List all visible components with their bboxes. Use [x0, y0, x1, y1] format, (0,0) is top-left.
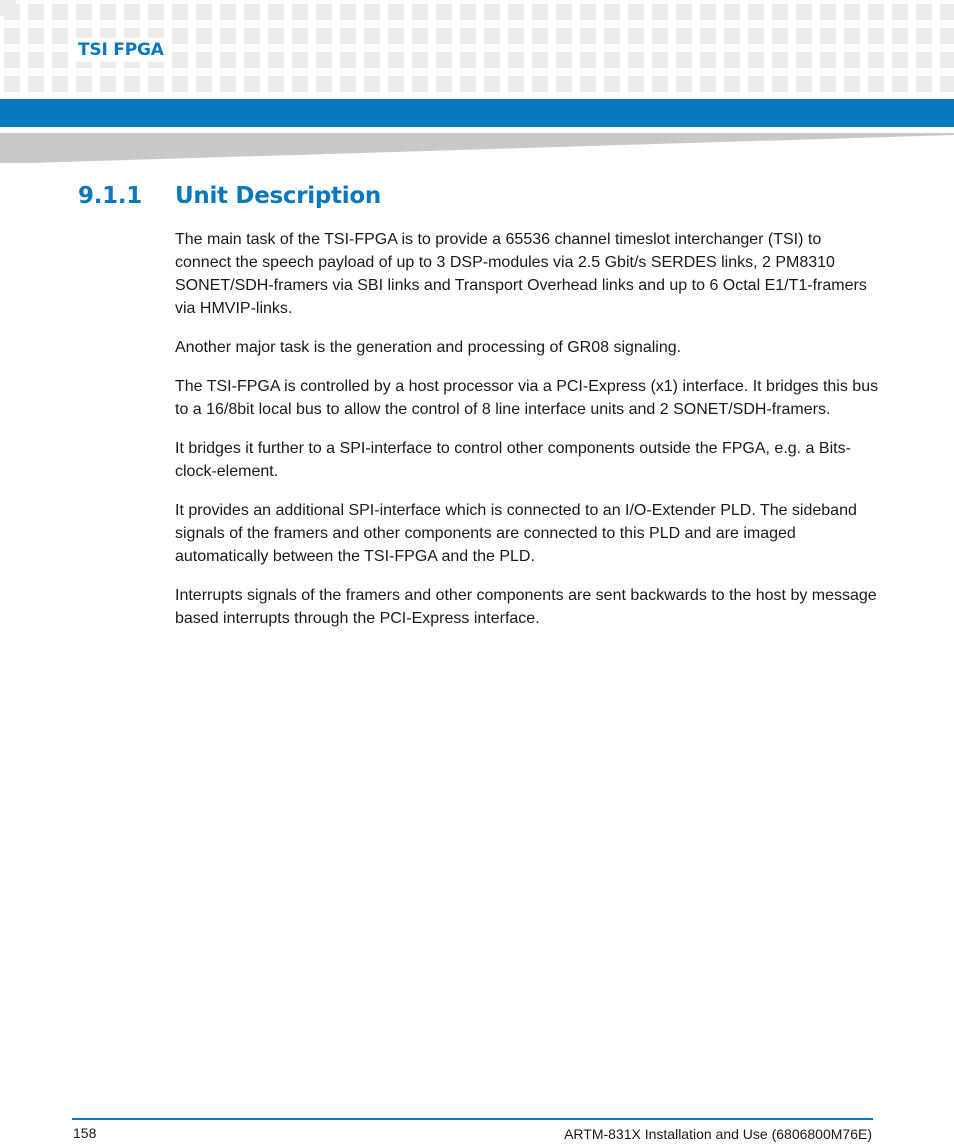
pattern-square: [604, 4, 620, 20]
pattern-square: [532, 52, 548, 68]
pattern-square: [652, 4, 668, 20]
pattern-square: [124, 4, 140, 20]
pattern-square: [292, 4, 308, 20]
pattern-square: [340, 4, 356, 20]
pattern-square: [628, 4, 644, 20]
pattern-square: [28, 76, 44, 92]
pattern-square: [52, 4, 68, 20]
pattern-square: [820, 28, 836, 44]
pattern-square: [868, 4, 884, 20]
pattern-square: [388, 52, 404, 68]
pattern-square: [580, 76, 596, 92]
pattern-square: [940, 52, 954, 68]
body-text: [175, 228, 880, 646]
pattern-square: [436, 28, 452, 44]
pattern-square: [820, 52, 836, 68]
pattern-square: [148, 4, 164, 20]
pattern-square: [316, 76, 332, 92]
pattern-square: [508, 4, 524, 20]
pattern-square: [172, 52, 188, 68]
pattern-square: [316, 52, 332, 68]
footer-rule: [72, 1118, 873, 1120]
pattern-square: [772, 4, 788, 20]
pattern-square: [772, 76, 788, 92]
paragraph: The TSI-FPGA is controlled by a host processor via a PCI-Express (x1) interface. It bridges this bus to a 16/8bit local bus to allow the control of 8 line interface units and 2 SONET/SDH-framers.: [175, 378, 879, 418]
pattern-square: [244, 52, 260, 68]
pattern-square: [436, 52, 452, 68]
pattern-square: [508, 28, 524, 44]
pattern-square: [628, 52, 644, 68]
pattern-square: [700, 28, 716, 44]
pattern-square: [556, 52, 572, 68]
pattern-square: [412, 4, 428, 20]
pattern-square: [820, 4, 836, 20]
pattern-square: [940, 76, 954, 92]
pattern-square: [220, 28, 236, 44]
section-heading: [78, 183, 381, 209]
pattern-square: [484, 4, 500, 20]
pattern-square: [532, 28, 548, 44]
pattern-square: [460, 52, 476, 68]
pattern-square: [652, 28, 668, 44]
pattern-square: [196, 28, 212, 44]
pattern-square: [340, 76, 356, 92]
pattern-square: [628, 76, 644, 92]
pattern-square: [220, 52, 236, 68]
pattern-square: [844, 76, 860, 92]
pattern-square: [292, 28, 308, 44]
pattern-square: [28, 4, 44, 20]
pattern-square: [436, 4, 452, 20]
pattern-square: [268, 52, 284, 68]
pattern-square: [724, 28, 740, 44]
pattern-square: [892, 28, 908, 44]
pattern-square: [604, 28, 620, 44]
pattern-square: [580, 52, 596, 68]
pattern-square: [796, 52, 812, 68]
pattern-square: [388, 4, 404, 20]
pattern-square: [412, 76, 428, 92]
pattern-square: [52, 28, 68, 44]
pattern-square: [292, 76, 308, 92]
running-header-label: TSI FPGA: [72, 38, 172, 62]
pattern-square: [244, 4, 260, 20]
pattern-square: [100, 4, 116, 20]
pattern-square: [724, 76, 740, 92]
pattern-square: [844, 28, 860, 44]
pattern-square: [916, 76, 932, 92]
pattern-square: [196, 76, 212, 92]
pattern-square: [364, 76, 380, 92]
pattern-square: [700, 52, 716, 68]
pattern-square: [340, 52, 356, 68]
pattern-square: [52, 76, 68, 92]
pattern-square: [28, 28, 44, 44]
pattern-square: [916, 52, 932, 68]
pattern-square: [4, 52, 20, 68]
pattern-square: [364, 28, 380, 44]
pattern-square: [148, 76, 164, 92]
header-grey-wedge: [0, 133, 954, 163]
paragraph: The main task of the TSI-FPGA is to provide a 65536 channel timeslot interchanger (TSI) to connect the speech payload of up to 3 DSP-modules via 2.5 Gbit/s SERDES links, 2 PM8310 SONET/SDH-framers via SBI links and Transport Overhead links and up to 6 Octal E1/T1-framers via HMVIP-links.: [175, 231, 867, 317]
section-number: 9.1.1: [78, 183, 142, 209]
pattern-square: [748, 4, 764, 20]
pattern-square: [4, 76, 20, 92]
pattern-square: [460, 4, 476, 20]
pattern-square: [484, 28, 500, 44]
pattern-square: [340, 28, 356, 44]
pattern-square: [892, 4, 908, 20]
pattern-square: [940, 4, 954, 20]
pattern-square: [316, 4, 332, 20]
pattern-square: [76, 4, 92, 20]
pattern-square: [940, 28, 954, 44]
pattern-square: [172, 4, 188, 20]
pattern-square: [844, 52, 860, 68]
pattern-square: [820, 76, 836, 92]
pattern-square: [388, 28, 404, 44]
pattern-square: [916, 4, 932, 20]
pattern-square: [268, 28, 284, 44]
pattern-square: [892, 52, 908, 68]
pattern-square: [676, 28, 692, 44]
pattern-square: [220, 4, 236, 20]
pattern-square: [172, 76, 188, 92]
pattern-square: [796, 4, 812, 20]
paragraph: Another major task is the generation and processing of GR08 signaling.: [175, 339, 682, 356]
pattern-square: [748, 76, 764, 92]
pattern-square: [292, 52, 308, 68]
pattern-square: [652, 76, 668, 92]
pattern-square: [556, 4, 572, 20]
pattern-square: [196, 4, 212, 20]
pattern-square: [364, 4, 380, 20]
pattern-square: [484, 76, 500, 92]
pattern-square: [412, 52, 428, 68]
pattern-square: [388, 76, 404, 92]
pattern-square: [676, 4, 692, 20]
header-blue-bar: [0, 99, 954, 127]
pattern-square: [604, 76, 620, 92]
pattern-square: [460, 76, 476, 92]
pattern-square: [52, 52, 68, 68]
pattern-square: [700, 4, 716, 20]
pattern-square: [916, 28, 932, 44]
pattern-square: [316, 28, 332, 44]
pattern-square: [676, 52, 692, 68]
pattern-square: [700, 76, 716, 92]
paragraph: It bridges it further to a SPI-interface to control other components outside the FPGA, e.g. a Bits-clock-element.: [175, 440, 851, 480]
pattern-square: [628, 28, 644, 44]
pattern-square: [748, 28, 764, 44]
pattern-square: [676, 76, 692, 92]
pattern-square: [364, 52, 380, 68]
document-title: ARTM-831X Installation and Use (6806800M76E): [564, 1126, 872, 1142]
pattern-square: [484, 52, 500, 68]
pattern-square: [4, 4, 20, 20]
pattern-square: [508, 76, 524, 92]
pattern-square: [604, 52, 620, 68]
pattern-square: [772, 28, 788, 44]
pattern-square: [412, 28, 428, 44]
pattern-square: [268, 4, 284, 20]
paragraph: Interrupts signals of the framers and other components are sent backwards to the host by message based interrupts through the PCI-Express interface.: [175, 587, 877, 627]
pattern-square: [868, 28, 884, 44]
pattern-square: [244, 76, 260, 92]
pattern-square: [868, 52, 884, 68]
pattern-square: [556, 28, 572, 44]
pattern-square: [220, 76, 236, 92]
paragraph: It provides an additional SPI-interface which is connected to an I/O-Extender PLD. The sideband signals of the framers and other components are connected to this PLD and are imaged automatically between the TSI-FPGA and the PLD.: [175, 502, 857, 565]
pattern-square: [460, 28, 476, 44]
pattern-square: [28, 52, 44, 68]
pattern-square: [844, 4, 860, 20]
pattern-square: [556, 76, 572, 92]
pattern-square: [76, 76, 92, 92]
pattern-square: [796, 76, 812, 92]
pattern-square: [772, 52, 788, 68]
pattern-square: [748, 52, 764, 68]
page-number: 158: [73, 1125, 97, 1141]
pattern-square: [724, 52, 740, 68]
pattern-square: [580, 4, 596, 20]
pattern-square: [4, 28, 20, 44]
pattern-square: [508, 52, 524, 68]
pattern-square: [100, 76, 116, 92]
pattern-square: [868, 76, 884, 92]
pattern-square: [268, 76, 284, 92]
pattern-square: [796, 28, 812, 44]
pattern-square: [172, 28, 188, 44]
pattern-square: [580, 28, 596, 44]
section-title: Unit Description: [175, 183, 381, 209]
pattern-square: [244, 28, 260, 44]
pattern-square: [196, 52, 212, 68]
pattern-square: [124, 76, 140, 92]
pattern-square: [436, 76, 452, 92]
pattern-square: [724, 4, 740, 20]
pattern-square: [892, 76, 908, 92]
pattern-square: [652, 52, 668, 68]
pattern-square: [532, 4, 548, 20]
pattern-square: [532, 76, 548, 92]
